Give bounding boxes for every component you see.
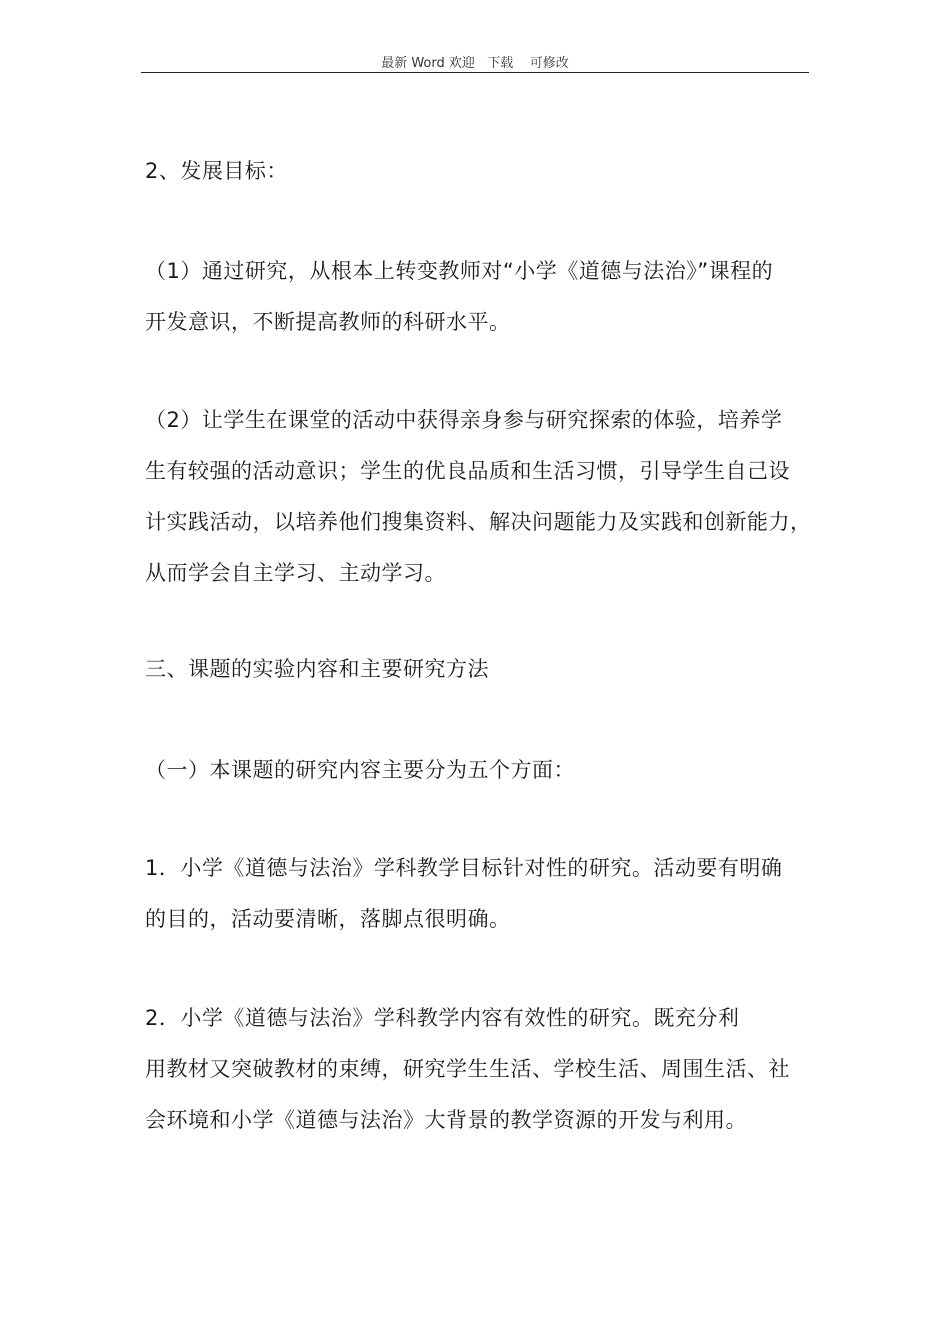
text-line: 用教材又突破教材的束缚，研究学生生活、学校生活、周围生活、社 xyxy=(145,1057,790,1081)
text-line: （一）本课题的研究内容主要分为五个方面： xyxy=(145,758,575,782)
text-line: 从而学会自主学习、主动学习。 xyxy=(145,561,446,585)
text-line: 计实践活动，以培养他们搜集资料、解决问题能力及实践和创新能力， xyxy=(145,510,812,534)
paragraph-goal-1 xyxy=(145,246,817,348)
section-heading-3 xyxy=(145,644,817,695)
text-line: 三、课题的实验内容和主要研究方法 xyxy=(145,657,489,681)
header-rule xyxy=(141,72,809,73)
text-line: （1）通过研究，从根本上转变教师对“小学《道德与法治》”课程的 xyxy=(145,259,774,283)
paragraph-goal-2 xyxy=(145,395,817,599)
text-line: 2．小学《道德与法治》学科教学内容有效性的研究。既充分利 xyxy=(145,1006,740,1030)
paragraph-item-1 xyxy=(145,843,817,945)
paragraph-item-2 xyxy=(145,993,817,1146)
text-line: 1．小学《道德与法治》学科教学目标针对性的研究。活动要有明确 xyxy=(145,856,783,880)
text-line: 开发意识，不断提高教师的科研水平。 xyxy=(145,310,511,334)
text-line: 的目的，活动要清晰，落脚点很明确。 xyxy=(145,907,511,931)
text-line: 生有较强的活动意识；学生的优良品质和生活习惯，引导学生自己设 xyxy=(145,459,790,483)
text-line: 2、发展目标： xyxy=(145,159,288,183)
subsection-heading-1 xyxy=(145,745,817,796)
paragraph-development-goals-heading xyxy=(145,146,817,197)
text-line: （2）让学生在课堂的活动中获得亲身参与研究探索的体验，培养学 xyxy=(145,408,783,432)
page-header: 最新 Word 欢迎 下载 可修改 xyxy=(381,56,569,71)
text-line: 会环境和小学《道德与法治》大背景的教学资源的开发与利用。 xyxy=(145,1108,747,1132)
